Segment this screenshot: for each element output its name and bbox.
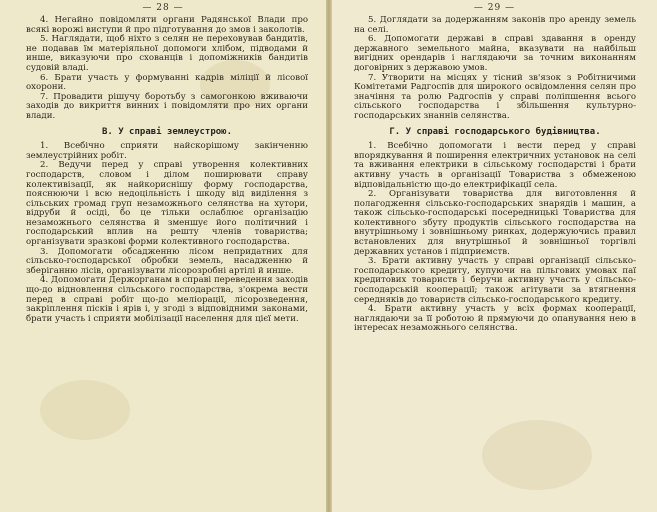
paragraph: 6. Допомогати державі в справі здавання в оренду державного земельного майна, вказувати на найбільш вигідних орендарів і наглядаючи за точним виконанням договірних з державою умов.	[354, 34, 636, 73]
paragraph: 3. Брати активну участь у справі організації сільсько-господарського кредиту, купуючи на пільгових умовах паї кредитових товариств і беручи активну участь у сільсько-господарській кооперації; також агітувати за втягнення середняків до товариств сільсько-господарського кредиту.	[354, 256, 636, 305]
paper-stain	[40, 380, 130, 440]
page-number: — 29 —	[473, 3, 516, 13]
section-heading: Г. У справі господарського будівництва.	[389, 126, 601, 137]
paragraph: 4. Допомогати Держорганам в справі переведення заходів що-до відновлення сільського господарства, з'окрема вести перед в справі робіт що-до меліорації, лісорозведення, закріплення пісків і ярів і, у згоді з відповідними законами, брати участь і сприяти мобілізації населення для цієї мети.	[26, 275, 308, 324]
right-page	[332, 0, 657, 512]
left-page	[0, 0, 326, 512]
paragraph: 1. Всебічно сприяти найскорішому закінченню землеустрійних робіт.	[26, 141, 308, 161]
page-text	[26, 16, 308, 324]
paragraph: 4. Брати активну участь у всіх формах кооперації, наглядаючи за її роботою й прямуючи до опанування нею в інтересах незаможнього селянства.	[354, 304, 636, 334]
paragraph: 3. Допомогати обсадженню лісом непридатних для сільсько-господарської обробки земель, насадженню й зберіганню лісів, організувати лісорозробні артілі й инше.	[26, 246, 308, 276]
paragraph: 2. Організувати товариства для виготовлення й полагодження сільсько-господарських знарядів і машин, а також сільсько-господарські посередницькі Товариства для колективного збуту продуктів сільського господарства на внутрішньому і зовнішньому ринках, додержуючись правил встановлених для внутрішньої й зовнішньої торгівлі державних установ і підприємств.	[354, 189, 636, 257]
paragraph: 1. Всебічно допомогати і вести перед у справі впорядкування й поширення електричних установок на селі та вживання електрики в сільському господарстві і брати активну участь в організації Товариства з обмеженою відповідальністю що-до електрифікації села.	[354, 141, 636, 190]
paragraph: 6. Брати участь у формуванні кадрів міліції й лісової охорони.	[26, 72, 308, 93]
section-heading: В. У справі землеустрою.	[101, 126, 233, 137]
page-number: — 28 —	[142, 3, 184, 13]
page-text	[354, 16, 636, 334]
paragraph: 2. Ведучи перед у справі утворення колективних господарств, словом і ділом поширювати справу колективізації, як найкориснішу форму господарства, пояснюючи і всю недоцільність і шкоду від виділення з сільських громад груп незаможнього селянства на хутори, відруби й осіді, бо це тільки ослаблює організацію незаможнього селянства й зменшує його політичний і господарський вплив на решту членів товариства; організувати зразкові форми колективного господарства.	[26, 160, 308, 248]
paragraph: 7. Утворити на місцях у тісний зв'язок з Робітничими Комітетами Радгоспів для широкого освідомлення селян про значіння та ролю Радгоспів у справі поліпшення всього сільського господарства і збільшення культурно-господарських знаннів селянства.	[354, 72, 636, 121]
paragraph: 4. Негайно повідомляти органи Радянської Влади про всякі ворожі виступи й про підготування до змов і заколотів.	[26, 15, 308, 35]
paragraph: 5. Наглядати, щоб ніхто з селян не переховував бандитів, не подавав їм матеріяльної допомоги хлібом, підводами й инше, виказуючи про схованців і допоміжників бандитів судовій владі.	[26, 34, 308, 73]
paragraph: 7. Провадити рішучу боротьбу з самогонкою вживаючи заходів до викриття винних і повідомляти про них органи влади.	[26, 91, 308, 121]
paragraph: 5. Доглядати за додержанням законів про аренду земель на селі.	[354, 15, 636, 35]
paper-stain	[482, 420, 592, 490]
